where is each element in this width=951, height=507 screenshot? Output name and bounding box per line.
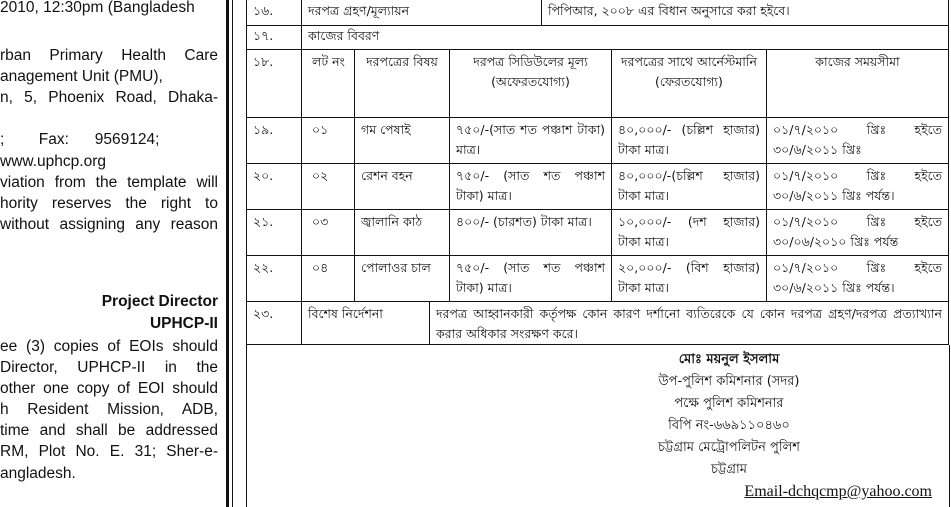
work-period: ০১/৭/২০১০ খ্রিঃ হইতে ৩০/০৬/২০১০ খ্রিঃ পর্যন্ত [766,209,949,255]
row-label: কাজের বিবরণ [301,25,949,49]
row-label: বিশেষ নির্দেশনা [301,301,429,345]
schedule-price: ৭৫০/- (সাত শত পঞ্চাশ টাকা) মাত্র। [449,163,611,209]
column-divider [232,0,233,507]
left-line: time and shall be addressed [0,422,218,439]
special-instruction: দরপত্র আহ্বানকারী কর্তৃপক্ষ কোন কারণ দর্শানো ব্যতিরেকে যে কোন দরপত্র গ্রহণ/দরপত্র প্রত্যাখ্যান করার অধিকার সংরক্ষণ করে। [429,301,949,345]
officer-name: মোঃ ময়নুল ইসলাম [678,352,780,367]
office-city: চট্টগ্রাম [711,462,747,477]
row-label: দরপত্র গ্রহণ/মূল্যায়ন [301,0,541,25]
office-name: চট্টগ্রাম মেট্রোপলিটন পুলিশ [658,440,800,455]
col-header-period: কাজের সময়সীমা [766,49,949,117]
earnest-money: ৪০,০০০/- (চল্লিশ হাজার) টাকা মাত্র। [611,117,766,163]
lot-number: ০৪ [301,255,354,301]
earnest-money: ৪০,০০০/-(চল্লিশ হাজার) টাকা মাত্র। [611,163,766,209]
schedule-price: ৭৫০/- (সাত শত পঞ্চাশ টাকা) মাত্র। [449,255,611,301]
left-line: anagement Unit (PMU), [0,68,163,85]
work-period: ০১/৭/২০১০ খ্রিঃ হইতে ৩০/৬/২০১১ খ্রিঃ [766,117,949,163]
row-number: ১৬. [246,0,301,25]
tender-subject: পোলাওর চাল [354,255,449,301]
left-line: RM, Plot No. E. 31; Sher-e- [0,443,218,460]
left-heading: UPHCP-II [149,315,218,332]
earnest-money: ২০,০০০/- (বিশ হাজার) টাকা মাত্র। [611,255,766,301]
officer-designation: উপ-পুলিশ কমিশনার (সদর) [658,374,800,389]
lot-number: ০৩ [301,209,354,255]
col-header-price: দরপত্র সিডিউলের মূল্য (অফেরতযোগ্য) [449,49,611,117]
row-number: ১৯. [246,117,301,163]
left-line: angladesh. [0,465,76,482]
work-period: ০১/৭/২০১০ খ্রিঃ হইতে ৩০/৬/২০১১ খ্রিঃ পর্যন্ত। [766,255,949,301]
schedule-price: ৪০০/- (চারশত) টাকা মাত্র। [449,209,611,255]
tender-subject: জ্বালানি কাঠ [354,209,449,255]
row-value: পিপিআর, ২০০৮ এর বিধান অনুসারে করা হইবে। [541,0,949,25]
col-header-lot: লট নং [301,49,354,117]
officer-on-behalf: পক্ষে পুলিশ কমিশনার [674,396,784,411]
row-number: ২০. [246,163,301,209]
left-line: ; Fax: 9569124; [0,131,160,148]
left-line: www.uphcp.org [0,153,106,170]
left-line: n, 5, Phoenix Road, Dhaka- [0,89,218,106]
left-line: h Resident Mission, ADB, [0,401,218,418]
row-number: ১৭. [246,25,301,49]
officer-bp-number: বিপি নং-৬৬৯১১০৪৬০ [668,418,790,433]
left-line: without assigning any reason [0,216,218,233]
tender-subject: গম পেষাই [354,117,449,163]
left-column-text [0,0,218,507]
lot-number: ০২ [301,163,354,209]
column-divider [226,0,229,507]
col-header-earnest: দরপত্রের সাথে আর্নেস্টমানি (ফেরতযোগ্য) [611,49,766,117]
work-period: ০১/৭/২০১০ খ্রিঃ হইতে ৩০/৬/২০১১ খ্রিঃ পর্যন্ত। [766,163,949,209]
row-number: ১৮. [246,49,301,117]
schedule-price: ৭৫০/-(সাত শত পঞ্চাশ টাকা) মাত্র। [449,117,611,163]
left-line: rban Primary Health Care [0,47,218,64]
left-line: ee (3) copies of EOIs should [0,338,218,355]
row-number: ২৩. [246,301,301,345]
left-line: 2010, 12:30pm (Bangladesh [0,0,195,16]
earnest-money: ১০,০০০/- (দশ হাজার) টাকা মাত্র। [611,209,766,255]
left-line: hority reserves the right to [0,195,218,212]
left-line: Director, UPHCP-II in the [0,359,218,376]
contact-email[interactable]: Email-dchqcmp@yahoo.com [744,483,932,500]
col-header-subject: দরপত্রের বিষয় [354,49,449,117]
signature-block [246,349,950,503]
lot-number: ০১ [301,117,354,163]
left-line: other one copy of EOI should [0,380,218,397]
left-line: viation from the template will [0,174,218,191]
row-number: ২১. [246,209,301,255]
tender-subject: রেশন বহন [354,163,449,209]
table-bottom-rule [246,344,429,345]
row-number: ২২. [246,255,301,301]
left-heading: Project Director [101,293,218,310]
